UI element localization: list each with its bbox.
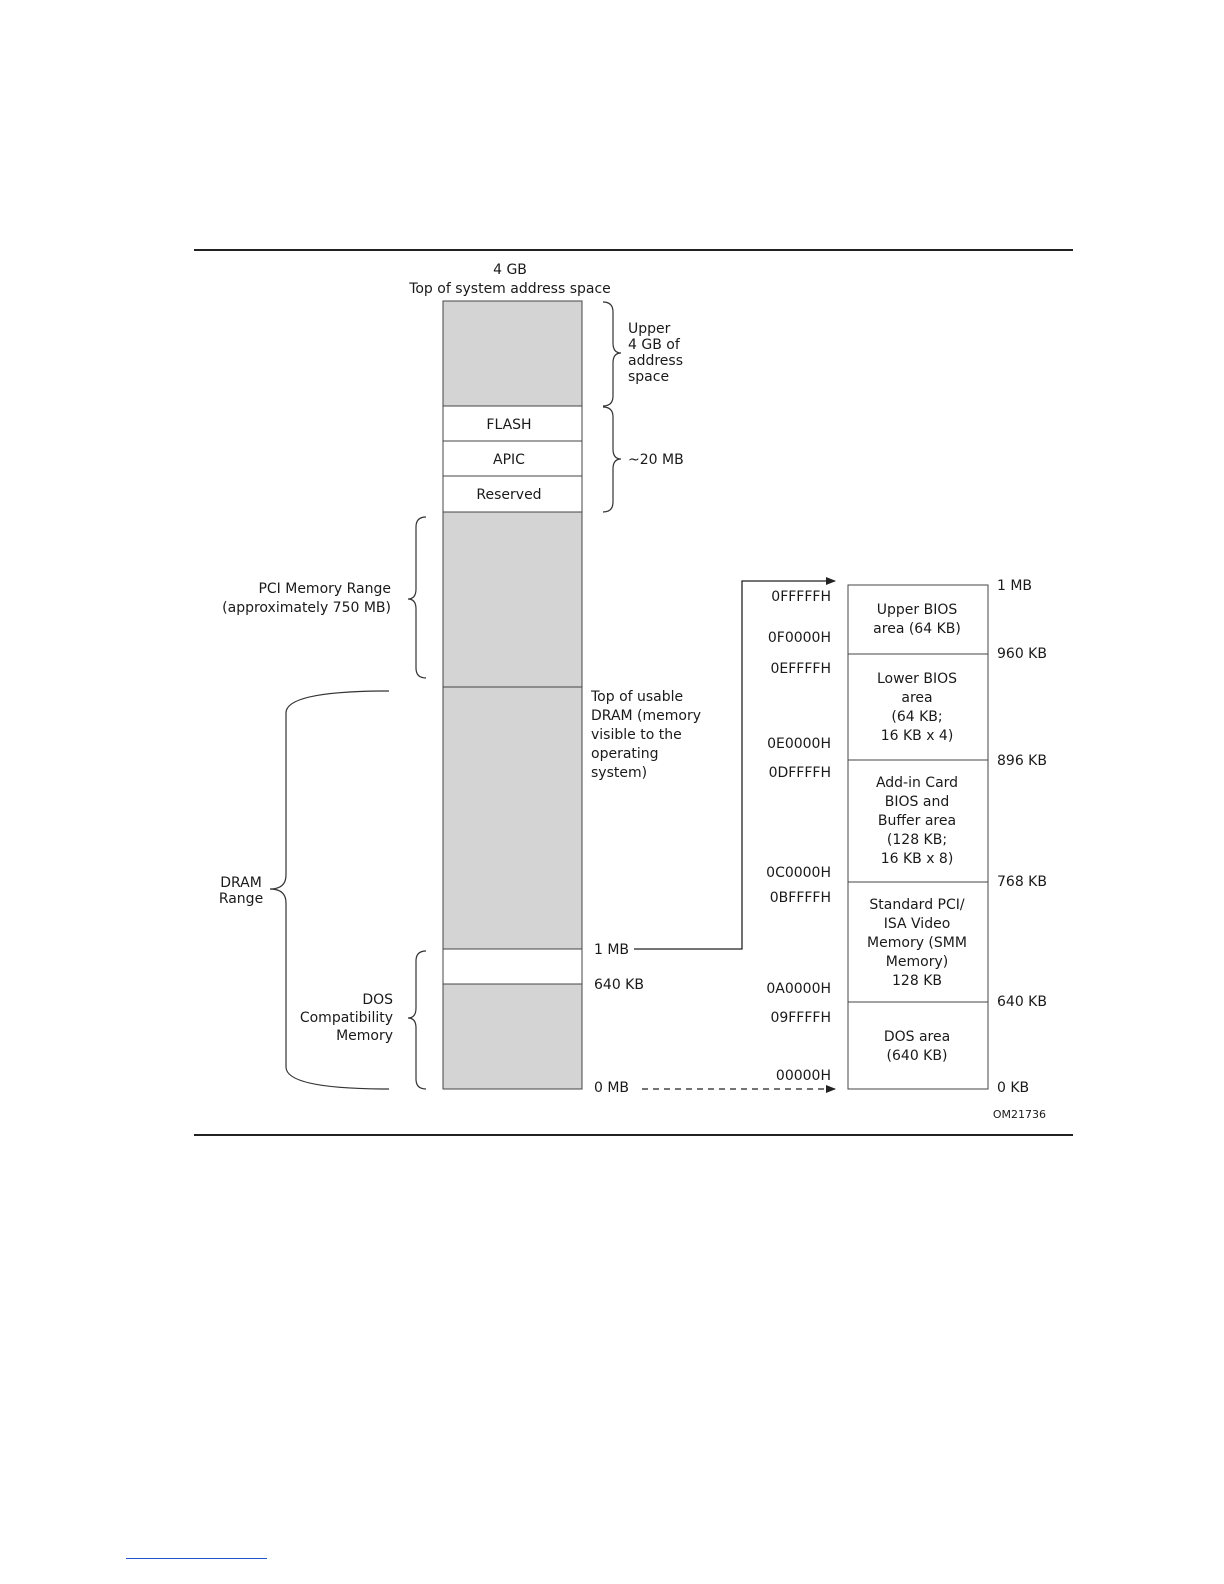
top-size-label: 4 GB [493, 262, 527, 278]
video-memory-line-5: 128 KB [892, 973, 942, 989]
dos-area-block [848, 1002, 988, 1089]
upper-bios-block [848, 585, 988, 654]
upper-bios-line-2: area (64 KB) [873, 621, 961, 637]
flash-label: FLASH [486, 417, 532, 433]
upper-brace-line-2: 4 GB of [628, 337, 680, 353]
pci-memory-block [443, 512, 582, 687]
pci-range-line-1: PCI Memory Range [258, 581, 391, 597]
hex-address: 0A0000H [766, 981, 831, 997]
first-megabyte-map [848, 585, 988, 1089]
hex-address: 0F0000H [767, 630, 831, 646]
upper-bios-line-1: Upper BIOS [876, 602, 958, 618]
video-memory-line-4: Memory) [885, 954, 949, 970]
lower-bios-line-1: Lower BIOS [876, 671, 958, 687]
usable-dram-line-3: visible to the [591, 727, 682, 743]
hex-address: 0BFFFFH [769, 890, 831, 906]
dos-compat-line-2: Compatibility [299, 1010, 393, 1026]
usable-dram-line-1: Top of usable [591, 689, 684, 705]
upper-memory-block [443, 949, 582, 984]
pci-range-brace [408, 517, 426, 678]
dos-memory-block [443, 984, 582, 1089]
top-caption: Top of system address space [409, 281, 611, 297]
upper-brace-line-4: space [628, 369, 670, 385]
dos-area-line-1: DOS area [883, 1029, 951, 1045]
lower-bios-line-2: area [901, 690, 933, 706]
upper-brace-line-1: Upper [628, 321, 671, 337]
figure-id: OM21736 [992, 1108, 1046, 1121]
dos-compat-brace [408, 951, 426, 1089]
usable-dram-block [443, 687, 582, 949]
marker-0mb: 0 MB [594, 1080, 630, 1096]
size-label: 960 KB [997, 646, 1047, 662]
apic-label: APIC [493, 452, 525, 468]
size-label: 1 MB [997, 578, 1033, 594]
hex-address: 0FFFFFH [771, 589, 831, 605]
hex-address: 0DFFFFH [768, 765, 831, 781]
size-label: 0 KB [997, 1080, 1030, 1096]
dos-compat-line-1: DOS [362, 992, 393, 1008]
hex-address: 0E0000H [767, 736, 831, 752]
twenty-mb-brace [603, 407, 621, 512]
marker-1mb: 1 MB [594, 942, 630, 958]
video-memory-line-3: Memory (SMM [867, 935, 967, 951]
dram-range-line-1: DRAM [220, 875, 262, 891]
size-label: 896 KB [997, 753, 1047, 769]
lower-bios-line-4: 16 KB x 4) [880, 728, 954, 744]
hex-address: 09FFFFH [770, 1010, 831, 1026]
video-memory-line-1: Standard PCI/ [869, 897, 965, 913]
upper-address-brace [603, 302, 621, 406]
add-in-card-line-4: (128 KB; [886, 832, 948, 848]
lower-bios-block [848, 654, 988, 760]
usable-dram-line-4: operating [591, 746, 659, 762]
size-label: 768 KB [997, 874, 1047, 890]
system-memory-bar [443, 301, 582, 1089]
upper-brace-line-3: address [628, 353, 684, 369]
hex-address: 0C0000H [766, 865, 831, 881]
dos-area-line-2: (640 KB) [886, 1048, 948, 1064]
footnote-rule [126, 1558, 267, 1559]
add-in-card-line-3: Buffer area [877, 813, 957, 829]
usable-dram-line-5: system) [591, 765, 648, 781]
dram-range-line-2: Range [218, 891, 264, 907]
size-label: 640 KB [997, 994, 1047, 1010]
reserved-label: Reserved [476, 487, 542, 503]
upper-address-block [443, 301, 582, 406]
hex-address: 00000H [775, 1068, 831, 1084]
hex-address: 0EFFFFH [770, 661, 831, 677]
twenty-mb-label: ~20 MB [628, 452, 684, 468]
add-in-card-line-2: BIOS and [884, 794, 950, 810]
marker-640kb: 640 KB [594, 977, 644, 993]
usable-dram-line-2: DRAM (memory [591, 708, 702, 724]
add-in-card-line-5: 16 KB x 8) [880, 851, 954, 867]
video-memory-line-2: ISA Video [883, 916, 951, 932]
dos-compat-line-3: Memory [336, 1028, 393, 1044]
lower-bios-line-3: (64 KB; [891, 709, 943, 725]
pci-range-line-2: (approximately 750 MB) [222, 600, 391, 616]
add-in-card-line-1: Add-in Card [875, 775, 959, 791]
